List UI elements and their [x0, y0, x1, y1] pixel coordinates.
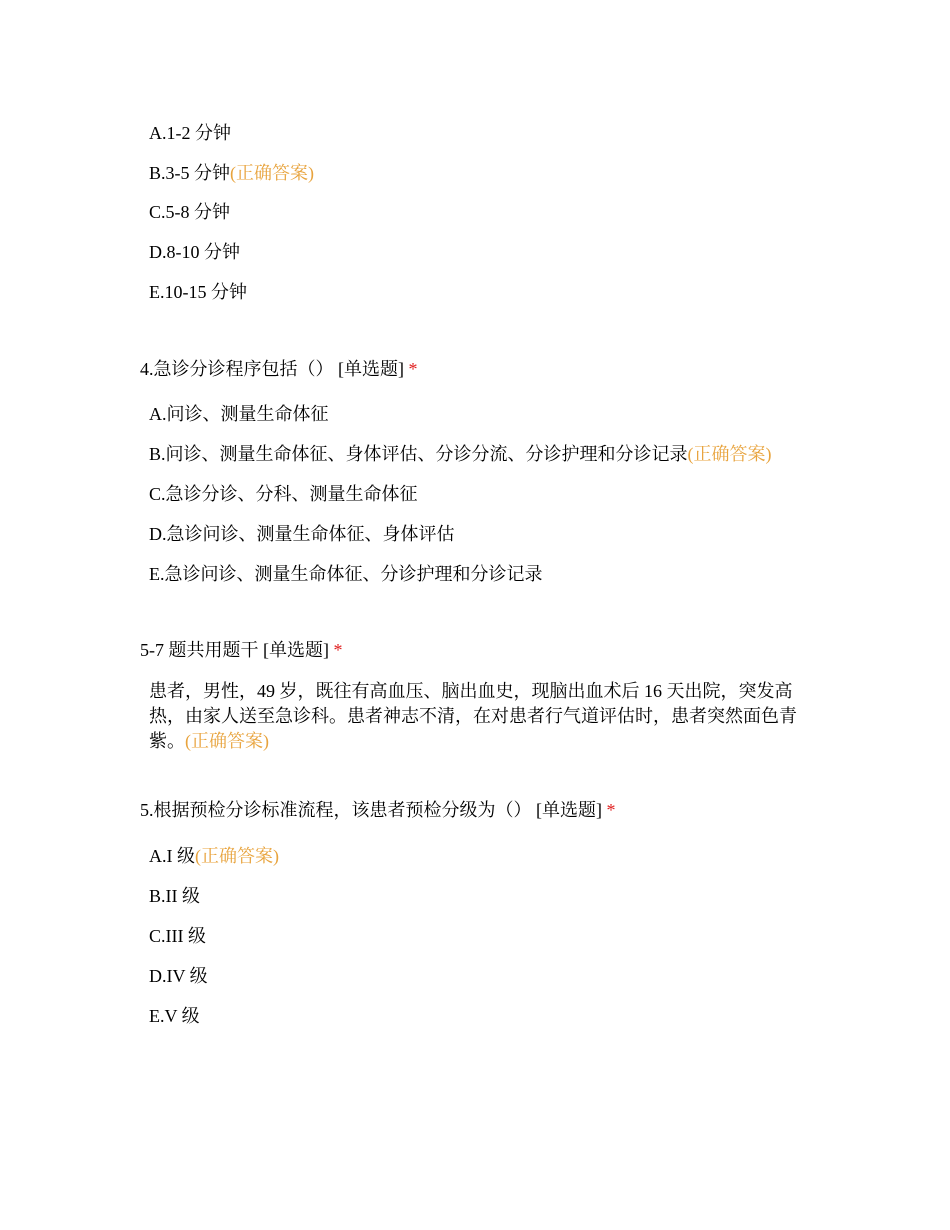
q4-option-d-label: D.急诊问诊、测量生命体征、身体评估: [149, 524, 455, 544]
q4-option-a-label: A.问诊、测量生命体征: [149, 404, 329, 424]
required-marker: *: [408, 359, 418, 379]
q4-option-d: [149, 523, 455, 545]
q5-option-a: [149, 845, 279, 867]
q5-option-e-label: E.V 级: [149, 1006, 200, 1026]
q3-option-b: [149, 162, 314, 184]
q5-option-b-label: B.II 级: [149, 886, 200, 906]
q5-option-b: [149, 885, 200, 907]
q5-option-d: [149, 965, 208, 987]
q3-option-d-label: D.8-10 分钟: [149, 242, 240, 262]
q5-option-c-label: C.III 级: [149, 926, 206, 946]
q4-title: [140, 358, 418, 380]
required-marker: *: [606, 800, 616, 820]
q3-option-a-label: A.1-2 分钟: [149, 123, 231, 143]
q4-option-b-label: B.问诊、测量生命体征、身体评估、分诊分流、分诊护理和分诊记录: [149, 444, 688, 464]
q4-option-c: [149, 483, 418, 505]
q3-option-b-label: B.3-5 分钟: [149, 163, 230, 183]
q4-option-c-label: C.急诊分诊、分科、测量生命体征: [149, 484, 418, 504]
q3-option-e-label: E.10-15 分钟: [149, 282, 247, 302]
correct-answer-marker: (正确答案): [230, 163, 314, 183]
q5-option-d-label: D.IV 级: [149, 966, 208, 986]
q4-option-b: [149, 443, 772, 465]
q3-option-a: [149, 122, 231, 144]
correct-answer-marker: (正确答案): [195, 846, 279, 866]
required-marker: *: [333, 640, 343, 660]
q5-option-e: [149, 1005, 200, 1027]
q5-title: [140, 799, 616, 821]
q5-7-stem: [149, 679, 809, 754]
q3-option-d: [149, 241, 240, 263]
q5-7-title-text: 5-7 题共用题干 [单选题]: [140, 640, 329, 660]
q5-title-text: 5.根据预检分诊标准流程，该患者预检分级为（） [单选题]: [140, 800, 602, 820]
q4-option-a: [149, 403, 329, 425]
q5-7-title: [140, 639, 342, 661]
q5-option-a-label: A.I 级: [149, 846, 195, 866]
q4-option-e-label: E.急诊问诊、测量生命体征、分诊护理和分诊记录: [149, 564, 543, 584]
correct-answer-marker: (正确答案): [687, 444, 772, 464]
q5-7-stem-text: 患者，男性，49 岁，既往有高血压、脑出血史，现脑出血术后 16 天出院，突发高热，由家人送至急诊科。患者神志不清，在对患者行气道评估时，患者突然面色青紫。: [149, 681, 797, 751]
q4-option-e: [149, 563, 543, 585]
q5-option-c: [149, 925, 206, 947]
q3-option-e: [149, 281, 247, 303]
q3-option-c-label: C.5-8 分钟: [149, 202, 230, 222]
q4-title-text: 4.急诊分诊程序包括（） [单选题]: [140, 359, 404, 379]
q3-option-c: [149, 201, 230, 223]
correct-answer-marker: (正确答案): [185, 731, 269, 751]
